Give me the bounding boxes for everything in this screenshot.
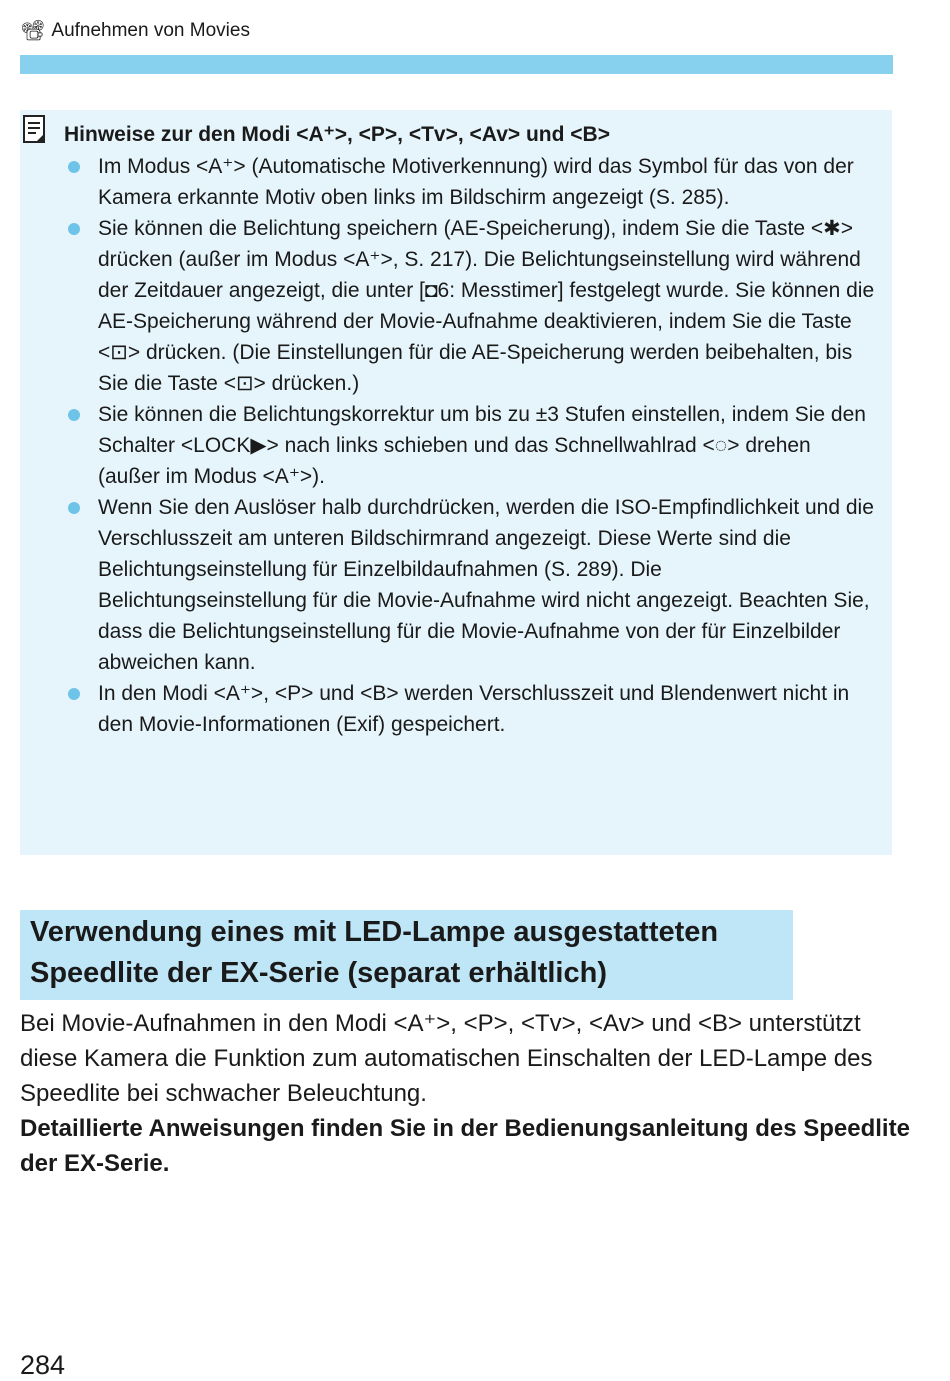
note-bullet: Wenn Sie den Auslöser halb durchdrücken, werden die ISO-Empfindlichkeit und die Verschlusszeit am unteren Bildschirmrand angezeigt. Diese Werte sind die Belichtungseinstellung für Einzelbildaufnahmen (S. 289). Die Belichtungseinstellung für die Movie-Aufnahme wird nicht angezeigt. Beachten Sie, dass die Belichtungseinstellung für die Movie-Aufnahme von der für Einzelbilder abweichen kann. [20, 492, 892, 678]
header-bar [20, 55, 893, 74]
note-bullet: Im Modus <A⁺> (Automatische Motiverkennung) wird das Symbol für das von der Kamera erkannte Motiv oben links im Bildschirm angezeigt (S. 285). [20, 151, 892, 213]
note-box [20, 110, 892, 855]
note-bullet: Sie können die Belichtung speichern (AE-Speicherung), indem Sie die Taste <✱> drücken (außer im Modus <A⁺>, S. 217). Die Belichtungseinstellung wird während der Zeitdauer angezeigt, die unter [◘6: Messtimer] festgelegt wurde. Sie können die AE-Speicherung während der Movie-Aufnahme deaktivieren, indem Sie die Taste <⊡> drücken. (Die Einstellungen für die AE-Speicherung werden beibehalten, bis Sie die Taste <⊡> drücken.) [20, 213, 892, 399]
page-number: 284 [20, 1350, 66, 1380]
running-header [20, 18, 250, 43]
movie-camera-icon: 📽︎ [20, 20, 46, 42]
section-title: Verwendung eines mit LED-Lampe ausgestatteten Speedlite der EX-Serie (separat erhältlich) [30, 916, 719, 989]
section-body-bold: Detaillierte Anweisungen finden Sie in der Bedienungsanleitung des Speedlite der EX-Serie. [20, 1115, 910, 1177]
section-heading-box [20, 910, 793, 1000]
note-bullet-list [20, 151, 892, 740]
note-title: Hinweise zur den Modi <A⁺>, <P>, <Tv>, <Av> und <B> [64, 123, 610, 146]
note-bullet: In den Modi <A⁺>, <P> und <B> werden Verschlusszeit und Blendenwert nicht in den Movie-Informationen (Exif) gespeichert. [20, 678, 892, 740]
note-pad-icon [22, 114, 50, 151]
header-title: Aufnehmen von Movies [51, 19, 250, 41]
section-body: Bei Movie-Aufnahmen in den Modi <A⁺>, <P>, <Tv>, <Av> und <B> unterstützt diese Kamera die Funktion zum automatischen Einschalten der LED-Lampe des Speedlite bei schwacher Beleuchtung. [20, 1010, 873, 1107]
note-bullet: Sie können die Belichtungskorrektur um bis zu ±3 Stufen einstellen, indem Sie den Schalter <LOCK▶> nach links schieben und das Schnellwahlrad <◌> drehen (außer im Modus <A⁺>). [20, 399, 892, 492]
